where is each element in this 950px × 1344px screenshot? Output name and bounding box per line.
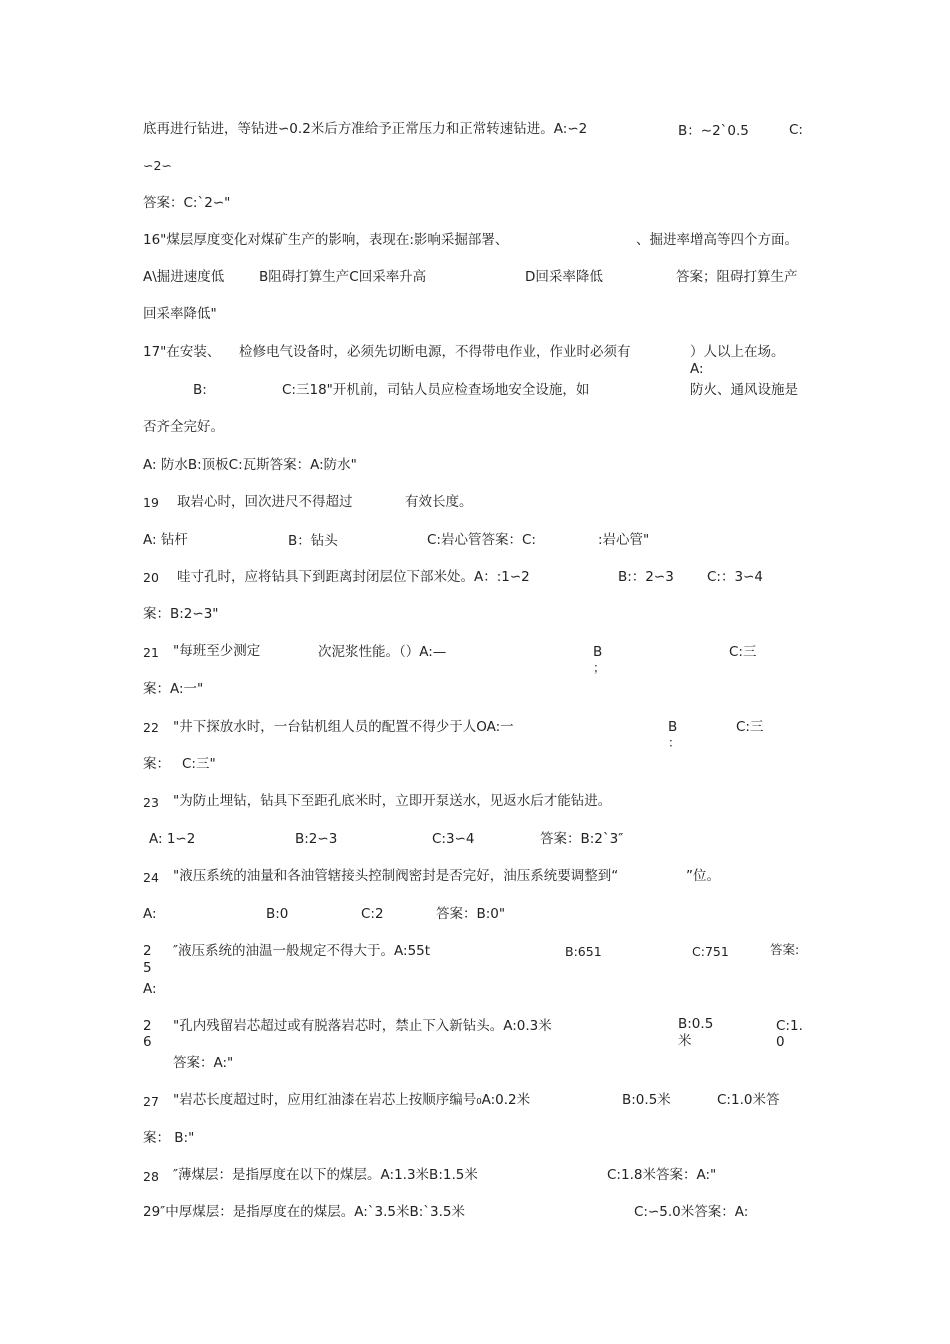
text-line: ）人以上在场。 bbox=[690, 344, 785, 360]
text-line: 底再进行钻进，等钻进∽0.2米后方准给予正常压力和正常转速钻进。A:∽2 bbox=[143, 121, 588, 137]
question-number: 2 bbox=[143, 1018, 152, 1034]
question-number: 22 bbox=[143, 720, 159, 735]
option: 0 bbox=[776, 1034, 785, 1050]
option: C:∽5.0米答案：A: bbox=[634, 1204, 749, 1220]
question-number: 19 bbox=[143, 495, 159, 510]
question-number: 20 bbox=[143, 570, 159, 585]
question-18: C:三18"开机前，司钻人员应检查场地安全设施，如 bbox=[282, 382, 590, 398]
answer: 案：B:2∽3" bbox=[143, 606, 219, 622]
option: B:0.5米 bbox=[622, 1092, 671, 1108]
answer: 答案：B:2`3″ bbox=[540, 831, 624, 847]
text-line: 检修电气设备时，必须先切断电源，不得带电作业，作业时必须有 bbox=[239, 344, 631, 360]
answer: A: bbox=[143, 981, 157, 997]
question-28: ″薄煤层：是指厚度在以下的煤层。A:1.3米B:1.5米 bbox=[173, 1167, 478, 1183]
question-number: 2 bbox=[143, 943, 152, 959]
option: A: bbox=[690, 361, 704, 377]
text-line: 有效长度。 bbox=[405, 494, 473, 510]
option: B：钻头 bbox=[288, 533, 338, 549]
question-22: "井下探放水时，一台钻机组人员的配置不得少于人OA:一 bbox=[173, 719, 514, 735]
question-number: 21 bbox=[143, 645, 159, 660]
answer: 答案；阻碍打算生产 bbox=[676, 269, 798, 285]
option: C:：3∽4 bbox=[707, 569, 763, 585]
question-number: 5 bbox=[143, 960, 152, 976]
option: C:1.0米答 bbox=[717, 1092, 780, 1108]
option: C:三 bbox=[736, 719, 764, 735]
option: B阻碍打算生产C回采率升高 bbox=[259, 269, 427, 285]
question-29: 29″中厚煤层：是指厚度在的煤层。A:`3.5米B:`3.5米 bbox=[143, 1204, 466, 1220]
option: A: bbox=[143, 906, 157, 922]
option: D回采率降低 bbox=[525, 269, 603, 285]
text-line: 否齐全完好。 bbox=[143, 419, 224, 435]
option: A: 钻杆 bbox=[143, 532, 188, 548]
answer: 答案: bbox=[770, 942, 800, 957]
question-21: "每班至少测定 bbox=[173, 643, 261, 659]
answer: 案： bbox=[143, 756, 170, 772]
option: B bbox=[668, 719, 678, 735]
question-27: "岩芯长度超过时，应用红油漆在岩芯上按顺序编号₀A:0.2米 bbox=[173, 1092, 531, 1108]
question-23: "为防止埋钻，钻具下至距孔底米时，立即开泵送水，见返水后才能钻进。 bbox=[173, 793, 612, 809]
question-number: 24 bbox=[143, 870, 159, 885]
option: B bbox=[593, 644, 603, 660]
text-line: ： bbox=[668, 735, 681, 750]
question-number: 28 bbox=[143, 1169, 159, 1184]
option: A: 1∽2 bbox=[149, 831, 196, 847]
option: C:1.8米答案：A:" bbox=[607, 1167, 717, 1183]
answer: 答案：A:" bbox=[173, 1055, 234, 1071]
text-line: 防火、通风设施是 bbox=[690, 382, 798, 398]
question-20: 哇寸孔时，应将钻具下到距离封闭层位下部米处。A：:1∽2 bbox=[177, 569, 530, 585]
option: B:0 bbox=[266, 906, 289, 922]
option: C:3∽4 bbox=[432, 831, 475, 847]
question-number: 6 bbox=[143, 1034, 152, 1050]
question-number: 23 bbox=[143, 795, 159, 810]
option: B: bbox=[193, 382, 207, 398]
option: B:651 bbox=[565, 944, 602, 959]
option: C:岩心管答案：C: bbox=[427, 532, 536, 548]
answer: 回采率降低" bbox=[143, 306, 217, 322]
options: A: 防水B:顶板C:瓦斯答案：A:防水" bbox=[143, 457, 357, 473]
question-number: 27 bbox=[143, 1094, 159, 1109]
option: B:0.5 bbox=[678, 1016, 714, 1032]
answer: :岩心管" bbox=[598, 532, 650, 548]
answer: 答案：B:0" bbox=[436, 906, 506, 922]
text-line: 答案：C:`2∽" bbox=[143, 195, 231, 211]
text-line: ”位。 bbox=[686, 868, 720, 884]
answer: 案： B:" bbox=[143, 1130, 195, 1146]
question-24: "液压系统的油量和各油管辖接头控制阀密封是否完好，油压系统要调整到“ bbox=[173, 868, 619, 884]
text-line: ∽2∽ bbox=[143, 158, 172, 173]
option: A\掘进速度低 bbox=[143, 269, 225, 285]
text-line: 、掘进率增高等四个方面。 bbox=[636, 232, 798, 248]
question-16: 16"煤层厚度变化对煤矿生产的影响，表现在:影响采掘部署、 bbox=[143, 232, 509, 248]
option: B:：2∽3 bbox=[618, 569, 674, 585]
text-line: C: bbox=[789, 122, 803, 138]
answer: 案：A:一" bbox=[143, 681, 204, 697]
text-line: 次泥浆性能。（）A:— bbox=[318, 644, 447, 660]
option: 米 bbox=[678, 1033, 692, 1049]
question-19: 取岩心时，回次进尺不得超过 bbox=[177, 494, 353, 510]
question-25: ″液压系统的油温一般规定不得大于。A:55t bbox=[173, 943, 431, 959]
option: C:2 bbox=[361, 906, 384, 922]
answer: C:三" bbox=[182, 756, 216, 772]
option: C:1. bbox=[776, 1018, 803, 1034]
option: B:2∽3 bbox=[295, 831, 338, 847]
question-26: "孔内残留岩芯超过或有脱落岩芯时，禁止下入新钻头。A:0.3米 bbox=[173, 1018, 552, 1034]
question-17: 17"在安装、 bbox=[143, 344, 221, 360]
text-line: B：∼2`0.5 bbox=[678, 123, 749, 139]
text-line: ； bbox=[593, 660, 606, 675]
option: C:751 bbox=[692, 944, 729, 959]
option: C:三 bbox=[729, 644, 757, 660]
